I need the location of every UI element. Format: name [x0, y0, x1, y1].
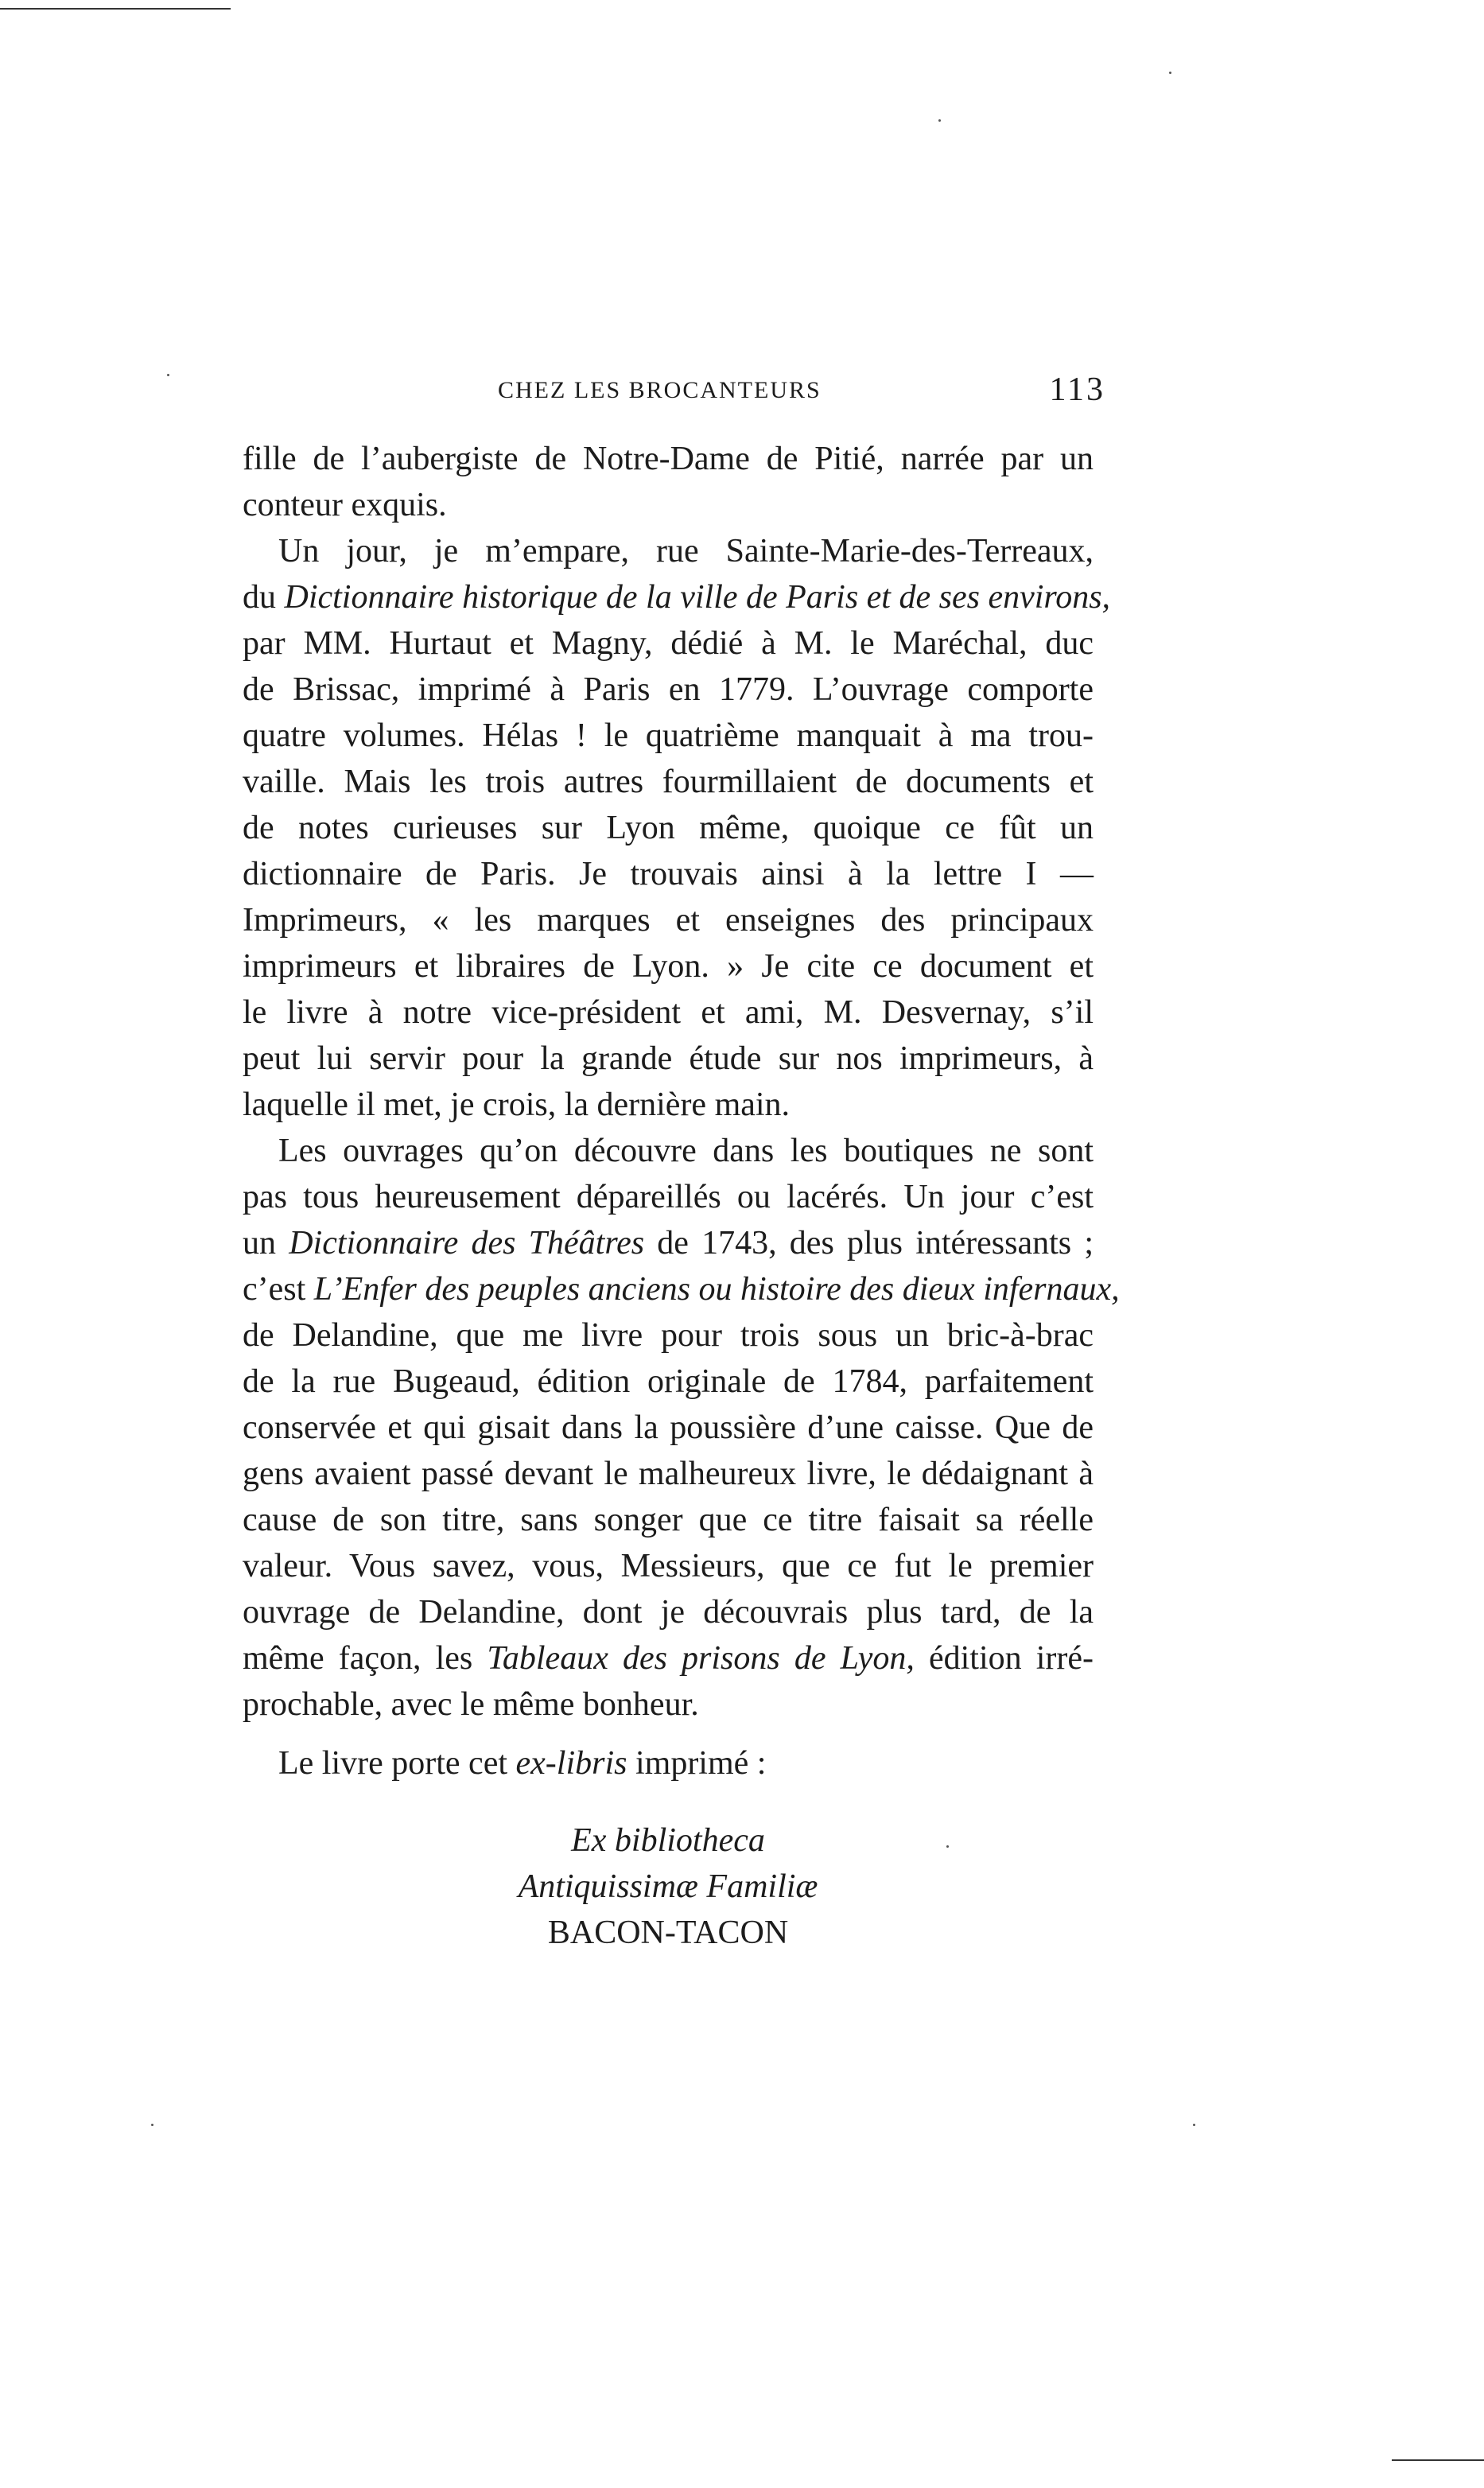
text-line: dictionnaire de Paris. Je trouvais ainsi à la lettre I —: [243, 856, 1094, 892]
text-run: édition irré-: [914, 1640, 1094, 1677]
text-line: [243, 1266, 1120, 1312]
text-line: prochable, avec le même bonheur.: [243, 1686, 699, 1723]
text-run: du: [243, 579, 285, 616]
running-header: [239, 371, 1105, 410]
text-line: [243, 1635, 1094, 1681]
text-line: de Delandine, que me livre pour trois sous un bric-à-brac: [243, 1317, 1094, 1354]
text-line: imprimeurs et libraires de Lyon. » Je cite ce document et: [243, 948, 1094, 985]
text-line: [243, 1220, 1094, 1266]
top-left-rule: [0, 8, 231, 10]
speck: [167, 374, 169, 376]
speck: [1169, 72, 1171, 74]
ex-libris-term: ex-libris: [515, 1745, 627, 1782]
text-line: Un jour, je m’empare, rue Sainte-Marie-des-Terreaux,: [278, 533, 1094, 570]
text-line: [243, 574, 1111, 620]
ex-libris-line-2: Antiquissimæ Familiæ: [518, 1868, 818, 1905]
text-line: peut lui servir pour la grande étude sur nos imprimeurs, à: [243, 1040, 1094, 1077]
speck: [151, 2124, 153, 2126]
book-title: Dictionnaire historique de la ville de Paris et de ses environs,: [284, 579, 1111, 616]
text-line: de notes curieuses sur Lyon même, quoique ce fût un: [243, 810, 1094, 846]
book-title: Tableaux des prisons de Lyon,: [487, 1640, 915, 1677]
ex-libris-line-1: Ex bibliotheca: [571, 1822, 765, 1859]
text-line: conservée et qui gisait dans la poussière d’une caisse. Que de: [243, 1409, 1094, 1446]
text-line: Imprimeurs, « les marques et enseignes des principaux: [243, 902, 1094, 939]
book-title: Dictionnaire des Théâtres: [289, 1225, 645, 1261]
text-run: même façon, les: [243, 1640, 488, 1677]
text-line: conteur exquis.: [243, 487, 447, 523]
text-line: valeur. Vous savez, vous, Messieurs, que ce fut le premier: [243, 1548, 1094, 1584]
text-line: laquelle il met, je crois, la dernière main.: [243, 1087, 791, 1123]
text-run: un: [243, 1225, 289, 1261]
text-line: Les ouvrages qu’on découvre dans les boutiques ne sont: [278, 1133, 1094, 1169]
text-run: imprimé :: [627, 1745, 767, 1782]
book-title: L’Enfer des peuples anciens ou histoire des dieux infernaux,: [313, 1271, 1120, 1308]
text-line: vaille. Mais les trois autres fourmillaient de documents et: [243, 764, 1094, 800]
text-line: cause de son titre, sans songer que ce titre faisait sa réelle: [243, 1502, 1094, 1538]
text-line: par MM. Hurtaut et Magny, dédié à M. le Maréchal, duc: [243, 625, 1094, 662]
text-line: pas tous heureusement dépareillés ou lacérés. Un jour c’est: [243, 1179, 1094, 1215]
text-line: [278, 1740, 1094, 1786]
text-run: c’est: [243, 1271, 314, 1308]
text-run: de 1743, des plus intéressants ;: [644, 1225, 1094, 1261]
speck: [1193, 2124, 1195, 2126]
text-line: fille de l’aubergiste de Notre-Dame de Pitié, narrée par un: [243, 441, 1094, 477]
text-line: de Brissac, imprimé à Paris en 1779. L’ouvrage comporte: [243, 671, 1094, 708]
running-title: CHEZ LES BROCANTEURS: [498, 377, 822, 403]
page-number: 113: [1049, 371, 1105, 408]
bottom-right-rule: [1392, 2459, 1484, 2461]
text-line: ouvrage de Delandine, dont je découvrais plus tard, de la: [243, 1594, 1094, 1631]
ex-libris-line-3: BACON-TACON: [547, 1915, 789, 1951]
text-line: quatre volumes. Hélas ! le quatrième manquait à ma trou-: [243, 717, 1094, 754]
text-line: le livre à notre vice-président et ami, M. Desvernay, s’il: [243, 994, 1094, 1031]
text-run: Le livre porte cet: [278, 1745, 516, 1782]
speck: [938, 119, 941, 122]
text-line: gens avaient passé devant le malheureux livre, le dédaignant à: [243, 1456, 1094, 1492]
text-line: de la rue Bugeaud, édition originale de 1784, parfaitement: [243, 1363, 1094, 1400]
